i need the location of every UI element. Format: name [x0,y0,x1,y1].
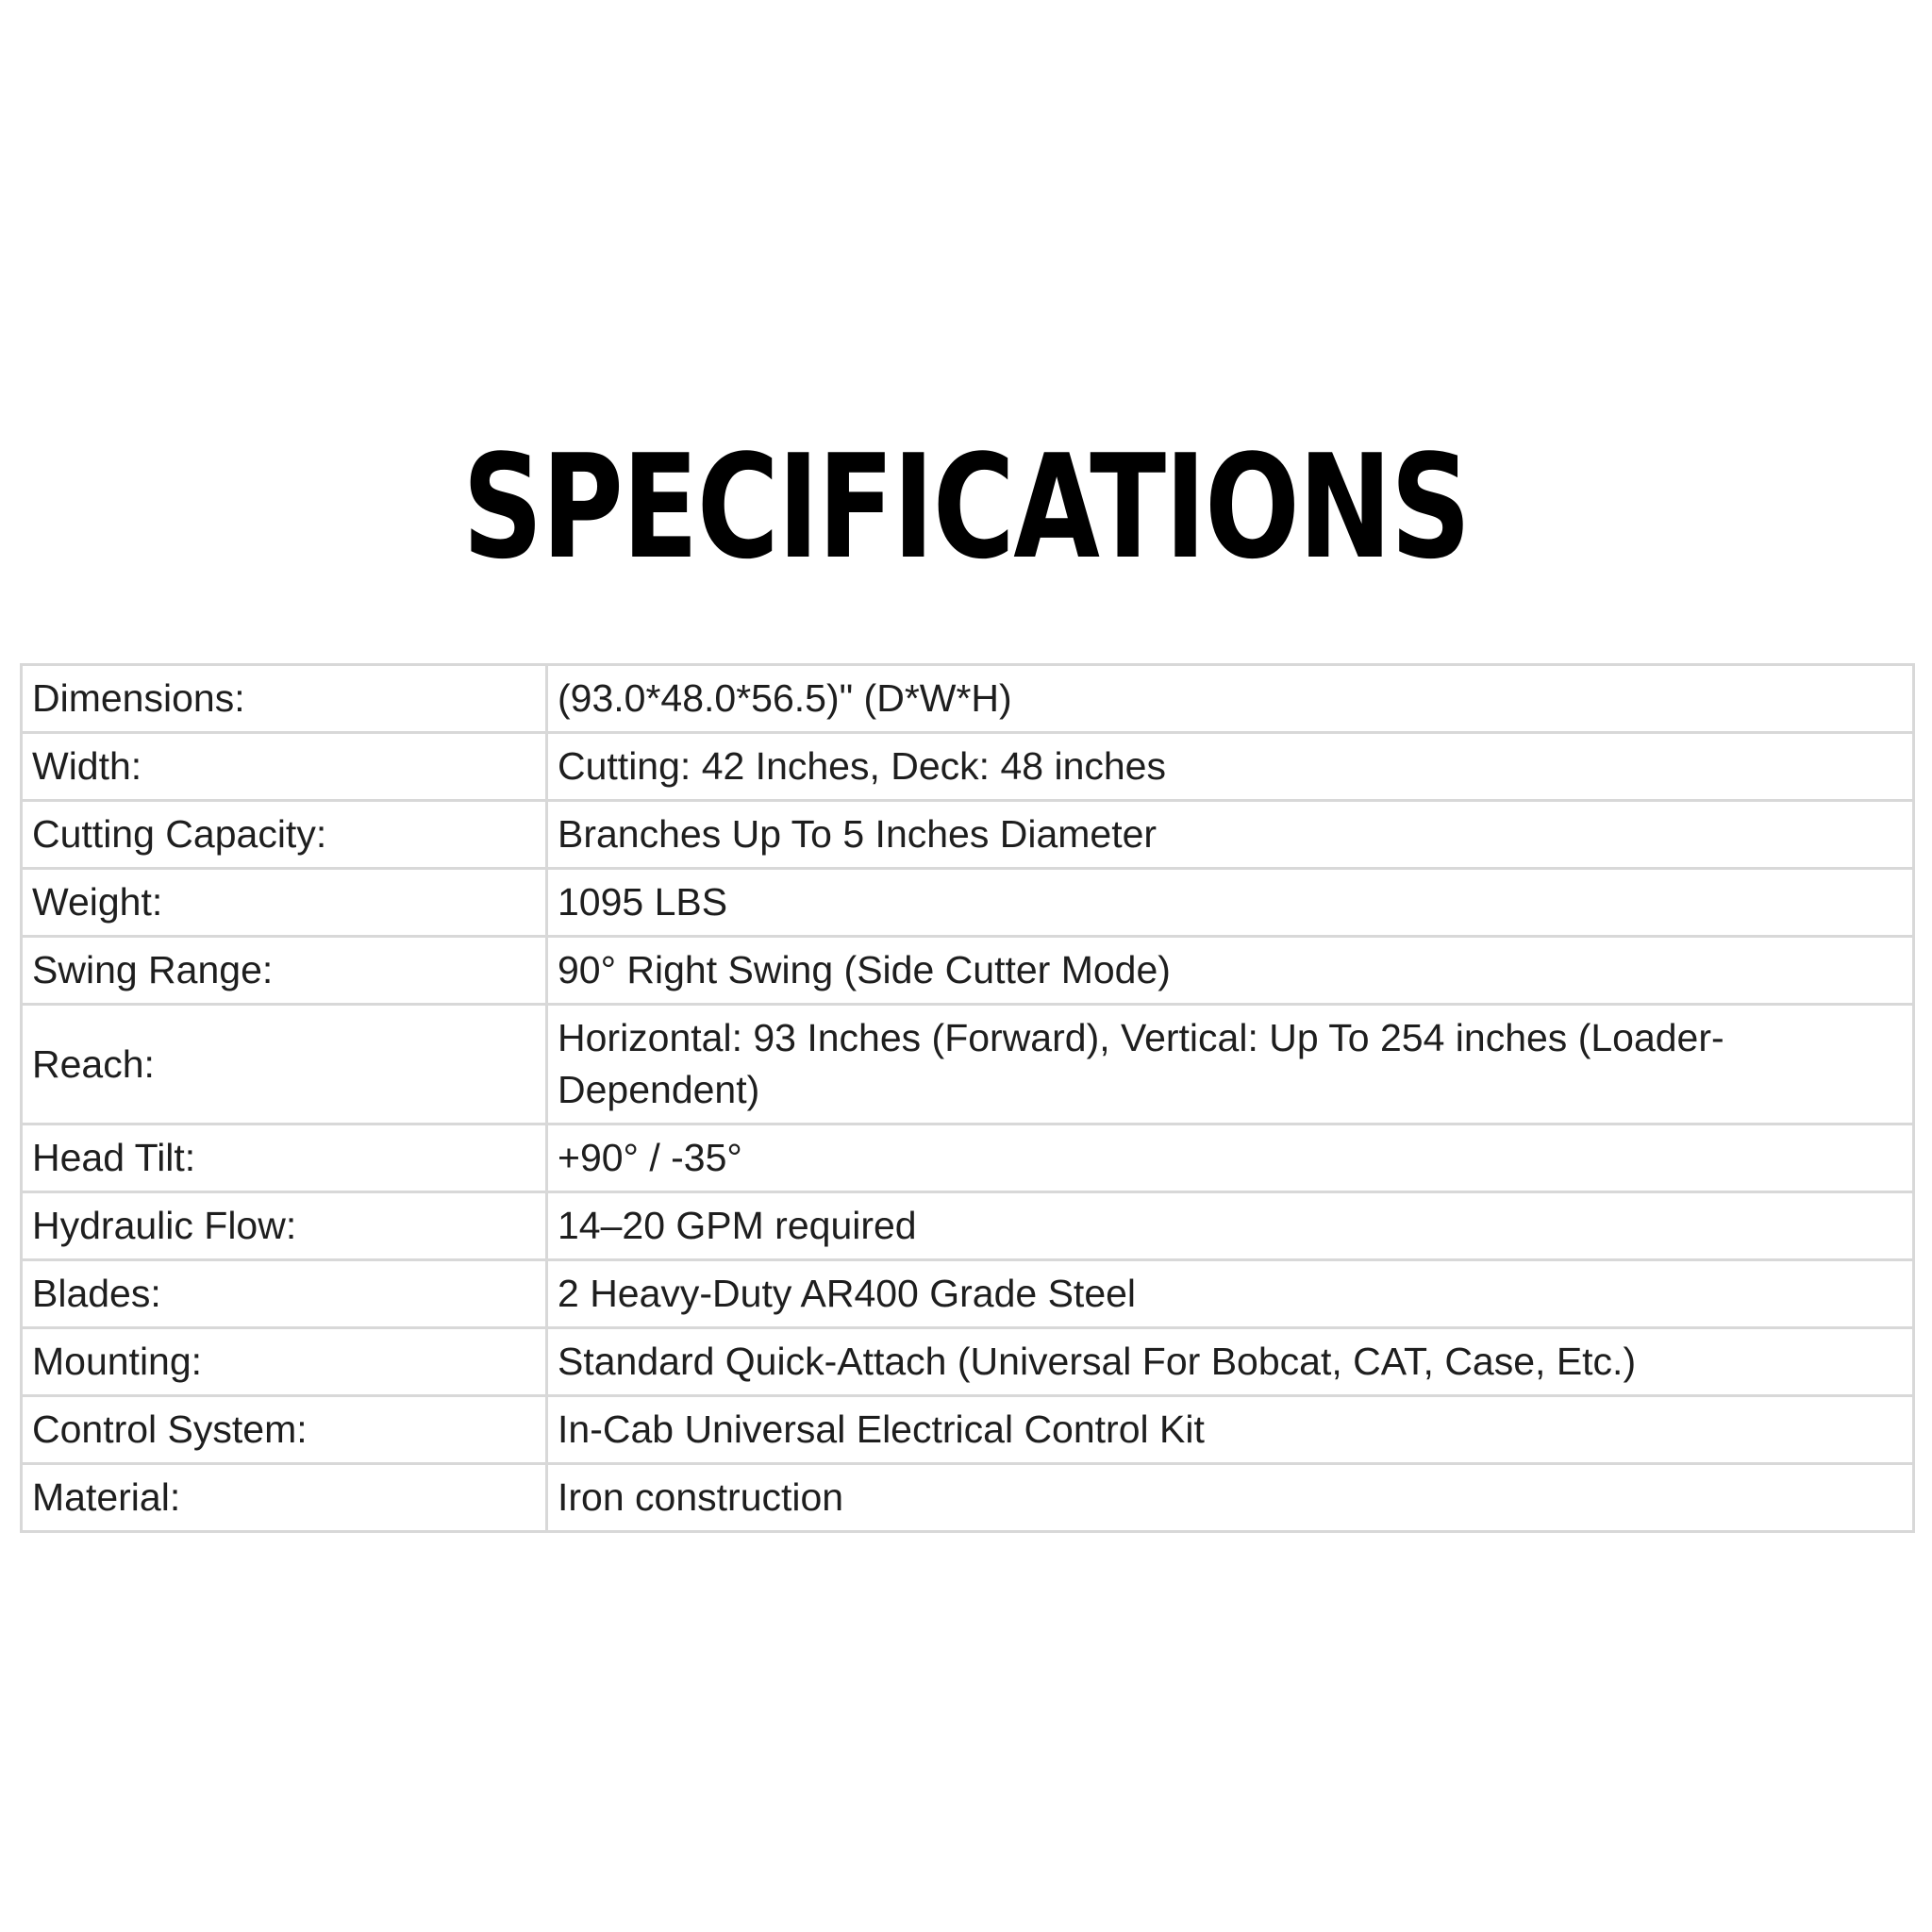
spec-value: 2 Heavy-Duty AR400 Grade Steel [547,1260,1914,1328]
table-row-hydraulic-flow [22,1192,1914,1260]
table-row-weight [22,869,1914,937]
spec-value: Branches Up To 5 Inches Diameter [547,801,1914,869]
spec-value: 1095 LBS [547,869,1914,937]
spec-value: Cutting: 42 Inches, Deck: 48 inches [547,733,1914,801]
spec-value: (93.0*48.0*56.5)" (D*W*H) [547,665,1914,733]
spec-value: +90° / -35° [547,1124,1914,1192]
specifications-table [20,663,1915,1533]
spec-label: Cutting Capacity: [22,801,547,869]
page-title: SPECIFICATIONS [462,424,1470,591]
table-row-blades [22,1260,1914,1328]
table-row-cutting-capacity [22,801,1914,869]
spec-label: Mounting: [22,1328,547,1396]
spec-label: Reach: [22,1005,547,1124]
table-row-dimensions [22,665,1914,733]
spec-label: Swing Range: [22,937,547,1005]
spec-label: Material: [22,1464,547,1532]
spec-value: 90° Right Swing (Side Cutter Mode) [547,937,1914,1005]
table-row-control-system [22,1396,1914,1464]
spec-label: Weight: [22,869,547,937]
spec-label: Control System: [22,1396,547,1464]
table-row-head-tilt [22,1124,1914,1192]
spec-value: Horizontal: 93 Inches (Forward), Vertical: Up To 254 inches (Loader-Dependent) [547,1005,1914,1124]
spec-label: Width: [22,733,547,801]
spec-label: Dimensions: [22,665,547,733]
table-row-swing-range [22,937,1914,1005]
spec-label: Blades: [22,1260,547,1328]
table-row-width [22,733,1914,801]
spec-value: Standard Quick-Attach (Universal For Bobcat, CAT, Case, Etc.) [547,1328,1914,1396]
table-row-mounting [22,1328,1914,1396]
spec-value: In-Cab Universal Electrical Control Kit [547,1396,1914,1464]
table-row-material [22,1464,1914,1532]
spec-label: Head Tilt: [22,1124,547,1192]
spec-label: Hydraulic Flow: [22,1192,547,1260]
spec-value: Iron construction [547,1464,1914,1532]
table-row-reach [22,1005,1914,1124]
spec-value: 14–20 GPM required [547,1192,1914,1260]
